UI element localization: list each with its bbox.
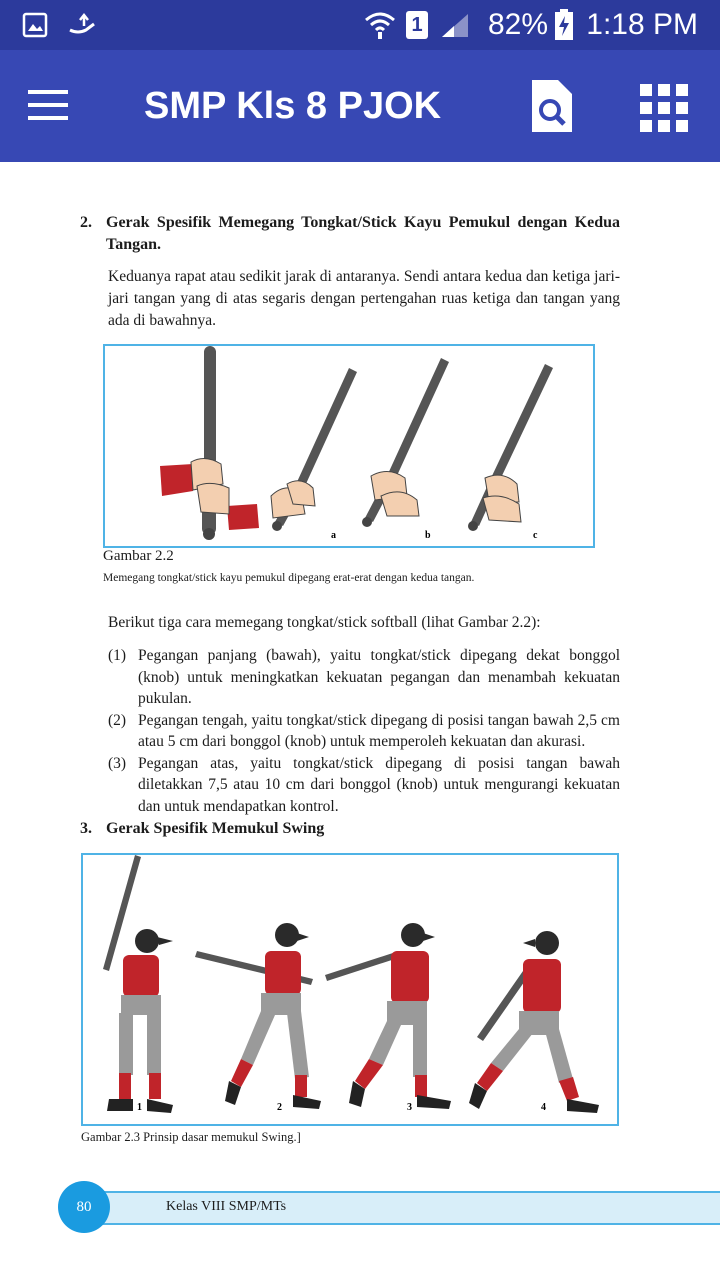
- swing-label-3: 3: [407, 1102, 412, 1113]
- section-2-title: Gerak Spesifik Memegang Tongkat/Stick Kayu Pemukul dengan Kedua Tangan.: [106, 214, 620, 253]
- search-document-icon[interactable]: [528, 78, 576, 134]
- page-number-badge: 80: [58, 1181, 110, 1233]
- swing-label-2: 2: [277, 1102, 282, 1113]
- app-bar: [0, 50, 720, 162]
- document-page: [0, 162, 720, 1280]
- figure-2-2: [103, 344, 595, 548]
- clock: 1:18 PM: [586, 8, 698, 41]
- sim-slot-label: 1: [406, 11, 428, 39]
- swing-label-1: 1: [137, 1102, 142, 1113]
- list-item: [108, 710, 620, 753]
- list-intro: Berikut tiga cara memegang tongkat/stick softball (lihat Gambar 2.2):: [108, 614, 541, 631]
- battery-percent: 82%: [487, 8, 548, 41]
- section-3-number: 3.: [80, 820, 92, 837]
- section-2-paragraph: Keduanya rapat atau sedikit jarak di antaranya. Sendi antara kedua dan ketiga jari-jari tangan yang di atas segaris dengan pertengahan ruas ketiga dan tangan yang ada di bawahnya.: [108, 268, 620, 329]
- grip-c-illustration: [468, 364, 553, 541]
- swing-player-4: [469, 931, 599, 1113]
- swing-player-1: [103, 855, 173, 1113]
- app-title: SMP Kls 8 PJOK: [144, 85, 442, 127]
- list-item: [108, 753, 620, 818]
- list-item: [108, 645, 620, 710]
- swing-player-2: [195, 923, 321, 1113]
- list-item-number: (2): [108, 711, 127, 729]
- sim-icon: [406, 0, 428, 50]
- grip-label-c: c: [533, 530, 538, 541]
- grip-label-b: b: [425, 530, 431, 541]
- menu-icon[interactable]: [28, 90, 68, 122]
- section-3-title: Gerak Spesifik Memukul Swing: [106, 820, 325, 837]
- swing-illustration: [83, 855, 617, 1124]
- section-3-heading: [80, 820, 324, 838]
- grip-full-illustration: [160, 346, 259, 540]
- status-bar: [0, 0, 720, 50]
- section-2-number: 2.: [80, 214, 92, 231]
- grip-a-illustration: [271, 368, 357, 541]
- list-item-number: (1): [108, 647, 127, 664]
- list-item-text: Pegangan panjang (bawah), yaitu tongkat/stick dipegang dekat bonggol (knob) untuk meningkatkan kekuatan pegangan dan menambah kekuatan pukulan.: [138, 647, 620, 707]
- figure-2-3: [81, 853, 619, 1126]
- list-item-text: Pegangan atas, yaitu tongkat/stick dipegang di posisi tangan bawah diletakkan 7,5 atau 10 cm dari bonggol (knob) untuk mengurangi kekuatan dan untuk mendapatkan kontrol.: [138, 754, 620, 815]
- grip-illustration: [105, 346, 593, 546]
- wifi-icon: [364, 0, 396, 50]
- list-item-text: Pegangan tengah, yaitu tongkat/stick dipegang di posisi tangan bawah 2,5 cm atau 5 cm dari bonggol (knob) untuk memperoleh kekuatan dan akurasi.: [138, 711, 620, 750]
- grip-list: [108, 645, 620, 817]
- battery-charging-icon: [554, 0, 574, 50]
- footer-text: Kelas VIII SMP/MTs: [166, 1199, 287, 1214]
- list-item-number: (3): [108, 754, 127, 772]
- apps-grid-icon[interactable]: [640, 84, 688, 132]
- swing-label-4: 4: [541, 1102, 546, 1113]
- figure-2-3-caption: Gambar 2.3 Prinsip dasar memukul Swing.]: [81, 1130, 301, 1144]
- signal-icon: [440, 0, 470, 50]
- grip-b-illustration: [362, 358, 449, 541]
- figure-2-2-caption-text: Memegang tongkat/stick kayu pemukul dipegang erat-erat dengan kedua tangan.: [103, 572, 475, 584]
- figure-2-2-caption-title: Gambar 2.2: [103, 548, 174, 564]
- download-sync-icon: [66, 0, 98, 50]
- page-footer: [84, 1191, 720, 1225]
- grip-label-a: a: [331, 530, 336, 541]
- section-2-heading: [80, 212, 620, 256]
- swing-player-3: [325, 923, 451, 1113]
- gallery-icon: [22, 0, 48, 50]
